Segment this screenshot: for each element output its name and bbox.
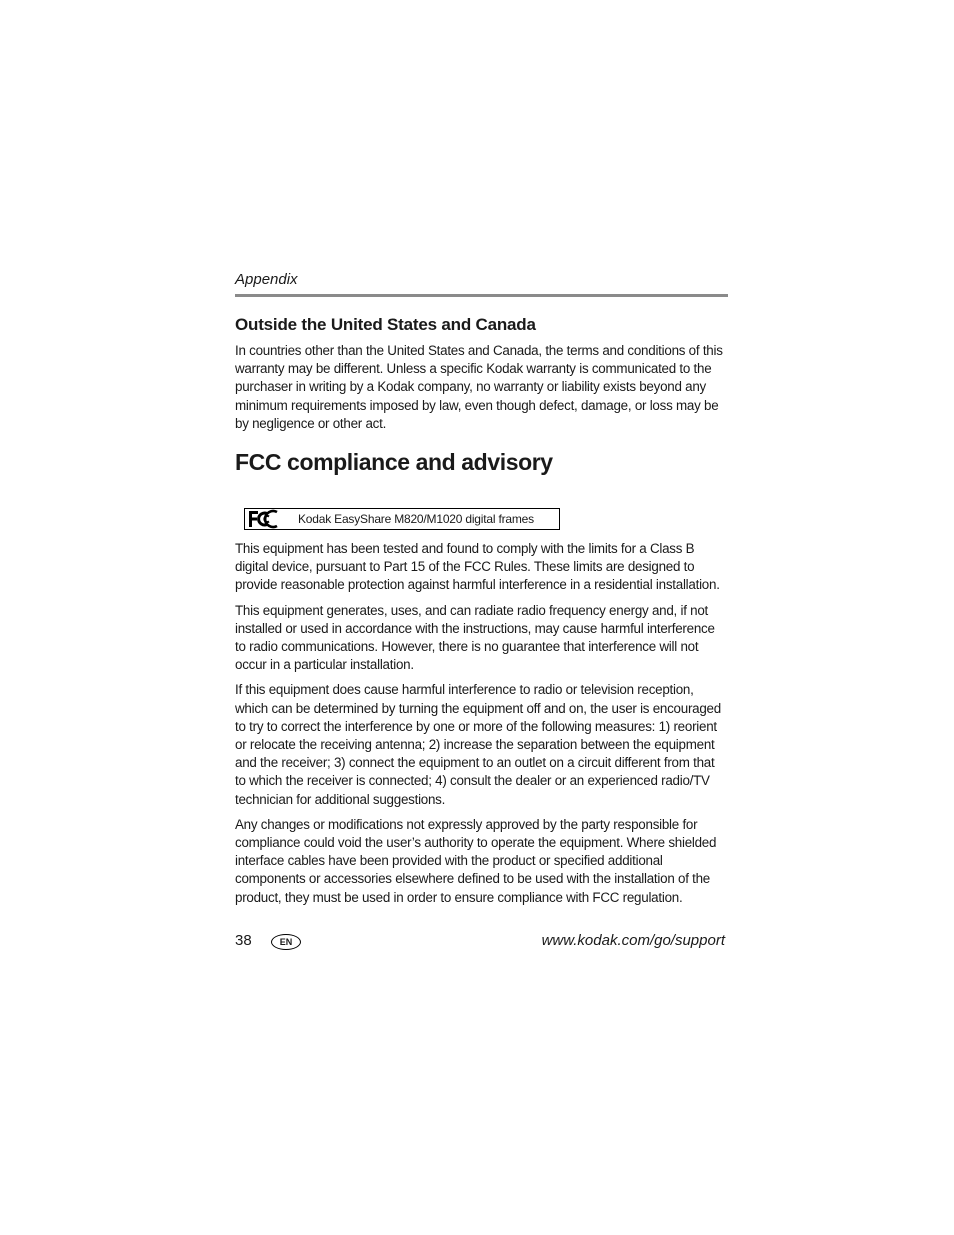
fcc-paragraph-2: This equipment generates, uses, and can radiate radio frequency energy and, if not installed or used in accordance with the instructions, may cause harmful interference to radio communications. However, there is no guarantee that interference will not occur in a particular installation. (235, 602, 715, 673)
outside-us-paragraph: In countries other than the United States and Canada, the terms and conditions of this warranty may be different. Unless a specific Kodak warranty is communicated to the purchaser in writing by a Kodak company, no warranty or liability exists beyond any minimum requirements imposed by law, even though defect, damage, or loss may be by negligence or other act. (235, 343, 723, 431)
fcc-paragraph-4: Any changes or modifications not expressly approved by the party responsible for compliance could void the user’s authority to operate the equipment. Where shielded interface cables have been provided with the product or specified additional components or accessories elsewhere defined to be used with the installation of the product, they must be used in order to ensure compliance with FCC regulation. (235, 816, 717, 905)
fcc-logo-icon (247, 509, 279, 529)
fcc-product-box (244, 508, 560, 530)
language-badge: EN (271, 934, 301, 950)
fcc-paragraph-1: This equipment has been tested and found to comply with the limits for a Class B digital device, pursuant to Part 15 of the FCC Rules. These limits are designed to provide reasonable protection against harmful interference in a residential installation. (235, 541, 720, 593)
section-heading-outside-us: Outside the United States and Canada (235, 315, 536, 334)
header-rule (235, 294, 728, 297)
fcc-paragraph-3: If this equipment does cause harmful interference to radio or television reception, which can be determined by turning the equipment off and on, the user is encouraged to try to correct the interference by one or more of the following measures: 1) reorient or relocate the receiving antenna; 2) increase the separation between the equipment and the receiver; 3) connect the equipment to an outlet on a circuit different from that to which the receiver is connected; 4) consult the dealer or an experienced radio/TV technician for additional suggestions. (235, 682, 721, 807)
fcc-heading: FCC compliance and advisory (235, 449, 553, 476)
document-page (235, 270, 728, 914)
page-number: 38 (235, 932, 252, 949)
running-head: Appendix (235, 271, 298, 288)
support-url-link[interactable]: www.kodak.com/go/support (541, 932, 725, 949)
page-footer (235, 931, 725, 953)
fcc-product-label: Kodak EasyShare M820/M1020 digital frames (298, 512, 534, 527)
